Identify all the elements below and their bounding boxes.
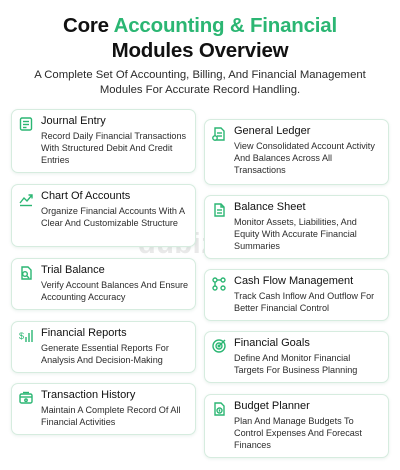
page-subtitle: A Complete Set Of Accounting, Billing, And Financial Management Modules For Accurate Record Handling. [34,69,366,96]
ledger-icon [211,126,227,142]
title-accent: Accounting & Financial [113,14,338,37]
balance-sheet-icon [211,202,227,218]
goals-icon [211,338,227,354]
module-title: Cash Flow Management [234,275,354,287]
module-title: Trial Balance [41,264,105,276]
module-card-trial-balance [11,258,196,310]
budget-icon [211,401,227,417]
title-line-1 [0,13,400,38]
module-card-transaction-history [11,383,196,435]
title-prefix: Core [62,14,114,37]
history-icon [18,390,34,406]
title-line-2: Modules Overview [111,39,289,62]
cash-flow-icon [211,276,227,292]
trial-balance-icon [18,265,34,281]
module-card-chart-of-accounts [11,184,196,247]
module-title: Financial Goals [234,337,310,349]
module-description: Organize Financial Accounts With A Clear And Customizable Structure [41,206,185,228]
module-description: Generate Essential Reports For Analysis And Decision-Making [41,343,169,365]
module-description: Track Cash Inflow And Outflow For Better Financial Control [234,291,375,313]
module-title: Journal Entry [41,115,106,127]
page-title [0,13,400,63]
svg-text:$: $ [19,331,25,341]
module-description: Verify Account Balances And Ensure Accounting Accuracy [41,280,189,302]
chart-accounts-icon [18,191,34,207]
module-card-general-ledger [204,119,389,185]
module-title: Transaction History [41,389,136,401]
module-description: Maintain A Complete Record Of All Financial Activities [41,405,181,427]
module-description: Plan And Manage Budgets To Control Expenses And Forecast Finances [234,416,362,450]
module-card-journal-entry [11,109,196,173]
module-description: Record Daily Financial Transactions With Structured Debit And Credit Entries [41,131,187,165]
module-description: View Consolidated Account Activity And Balances Across All Transactions [234,141,375,175]
journal-icon [18,116,34,132]
module-description: Define And Monitor Financial Targets For Business Planning [234,353,358,375]
module-title: Budget Planner [234,400,310,412]
module-card-financial-reports [11,321,196,373]
module-card-balance-sheet [204,195,389,259]
reports-icon [18,328,34,344]
module-title: General Ledger [234,125,311,137]
module-title: Balance Sheet [234,201,306,213]
module-description: Monitor Assets, Liabilities, And Equity With Accurate Financial Summaries [234,217,357,251]
module-card-budget-planner [204,394,389,458]
module-title: Financial Reports [41,327,127,339]
module-card-financial-goals [204,331,389,383]
module-card-cash-flow [204,269,389,321]
module-title: Chart Of Accounts [41,190,131,202]
